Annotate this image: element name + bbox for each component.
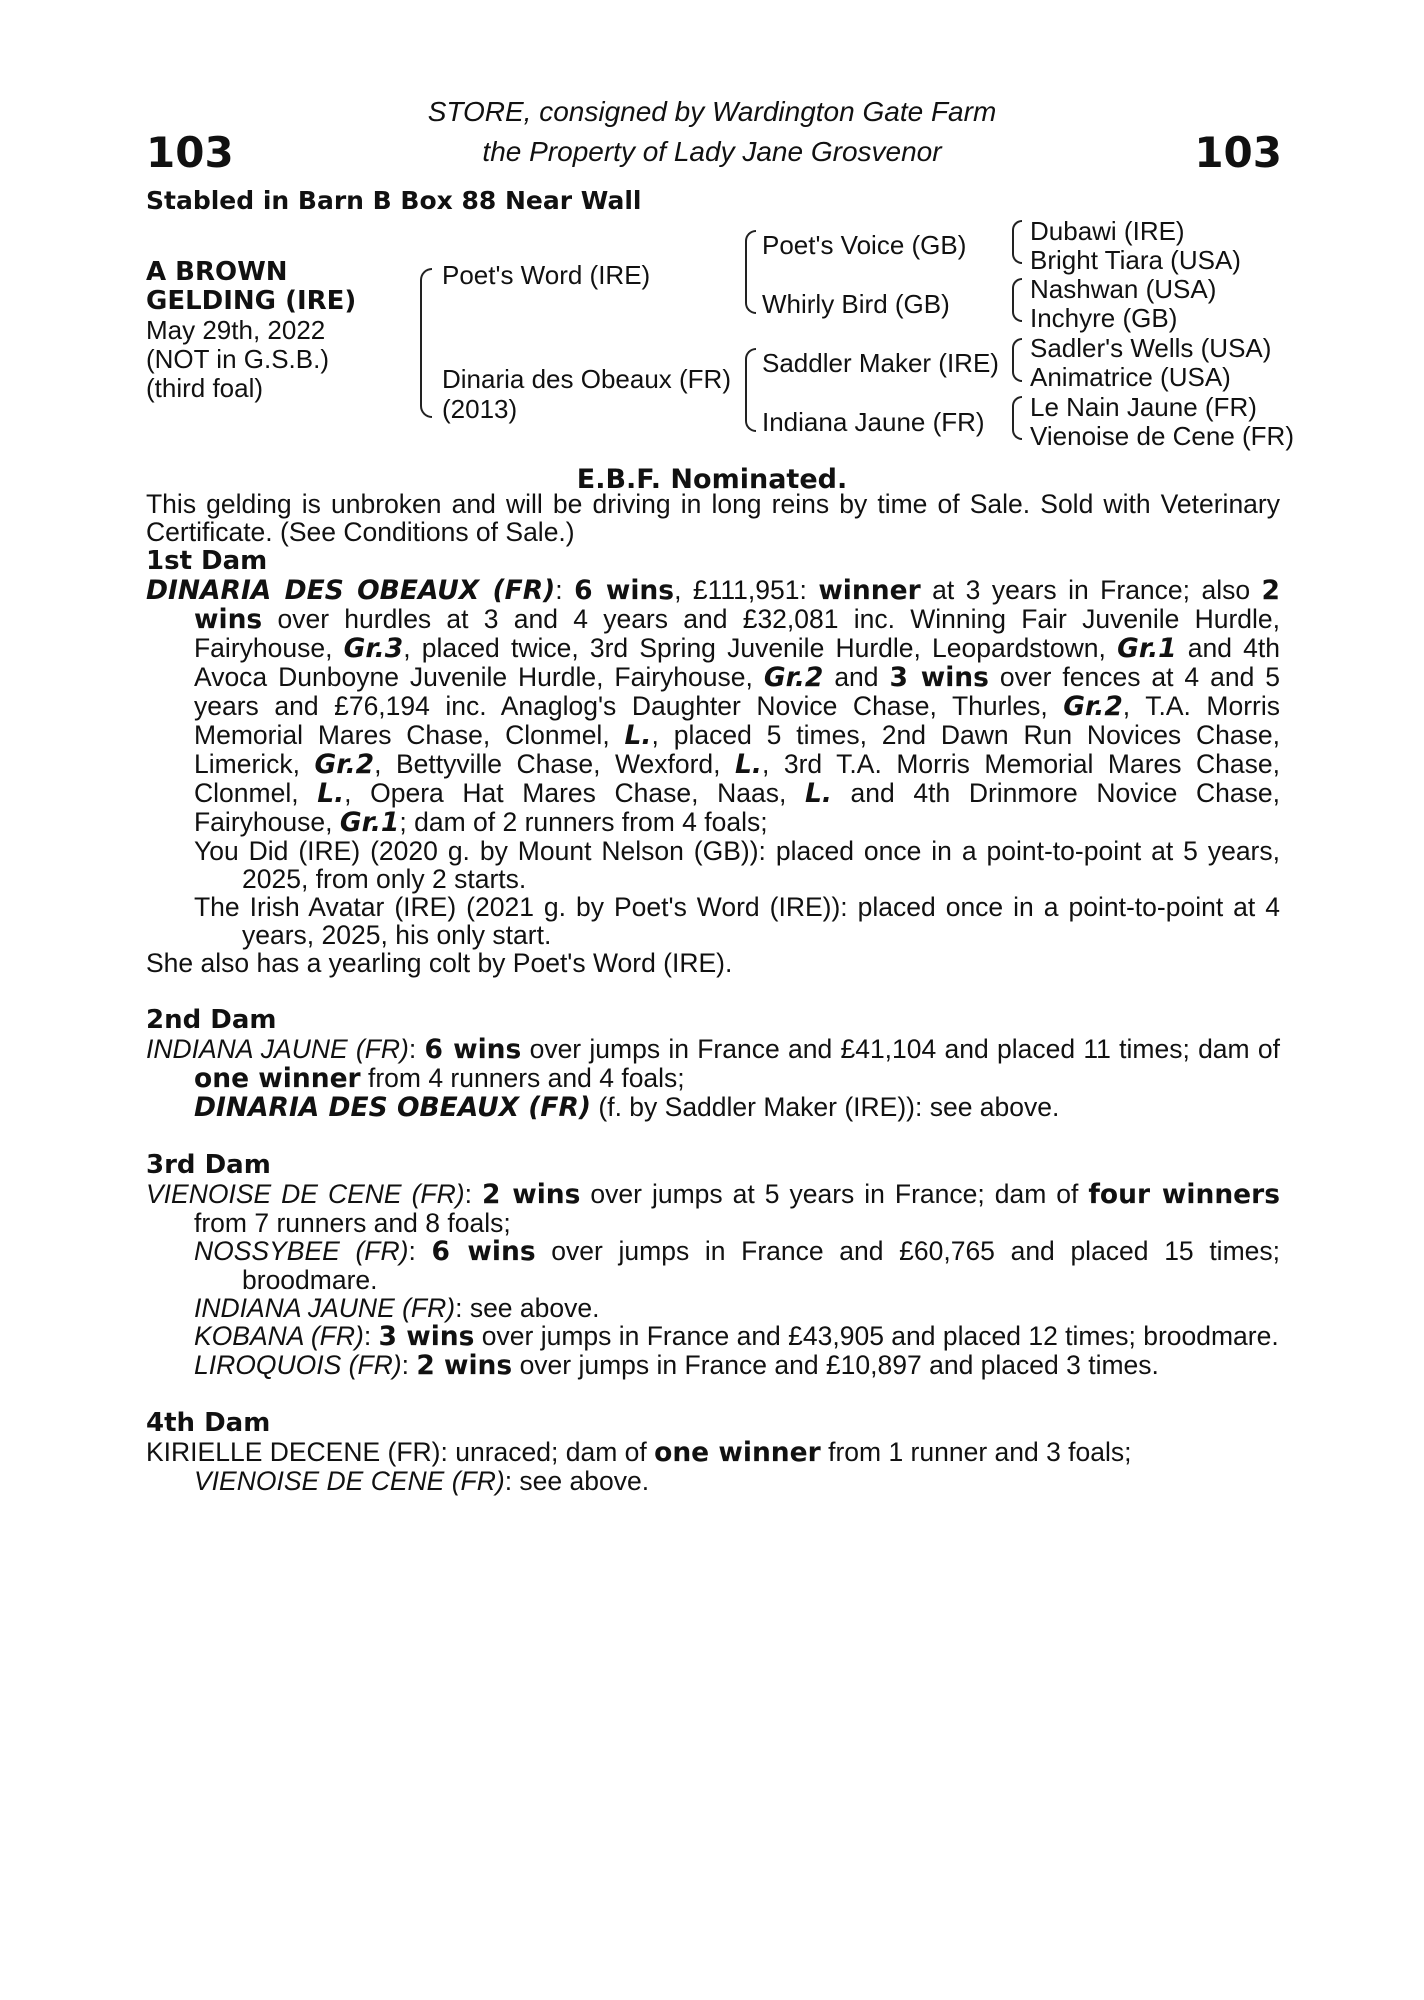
third-dam-produce-1 (146, 1237, 1280, 1294)
text: , T.A. Morris Memorial Mares Chase, Clonmel, (194, 691, 1281, 750)
text: , Bettyville Chase, Wexford, (374, 749, 736, 779)
consignment-line-2: the Property of Lady Jane Grosvenor (482, 136, 942, 167)
third-dam-name: VIENOISE DE CENE (FR) (146, 1179, 465, 1209)
pedigree-brace-dam (745, 348, 756, 432)
pedigree-brace-g3 (1012, 338, 1022, 382)
pedigree-brace-sire (745, 230, 756, 314)
text: over jumps at 5 years in France; dam of (580, 1179, 1089, 1209)
wins: 3 wins (378, 1321, 475, 1352)
consignment-line-1: STORE, consigned by Wardington Gate Farm (427, 96, 997, 127)
horse-type: GELDING (IRE) (146, 286, 357, 316)
text: and 4th Drinmore Novice Chase, Fairyhouse, (194, 778, 1280, 837)
first-dam-heading: 1st Dam (146, 546, 268, 576)
wins: 3 wins (889, 662, 989, 693)
wins: 6 wins (431, 1236, 536, 1267)
produce-name: NOSSYBEE (FR) (194, 1236, 409, 1266)
grade: Gr.2 (314, 749, 375, 780)
text: : unraced; dam of (440, 1437, 655, 1467)
text: , £111,951: (674, 575, 819, 605)
pedigree-dam-sire: Saddler Maker (IRE) (762, 348, 999, 378)
fourth-dam-produce-1 (146, 1467, 1280, 1495)
wins: 2 wins (481, 1179, 581, 1210)
pedigree-g5: Sadler's Wells (USA) (1030, 333, 1272, 363)
lot-number-right: 103 (1194, 128, 1282, 177)
gsb-status: (NOT in G.S.B.) (146, 344, 329, 374)
produce-name: INDIANA JAUNE (FR) (194, 1293, 456, 1323)
third-dam-record (146, 1180, 1280, 1237)
foal-number: (third foal) (146, 373, 264, 403)
text: : (408, 1236, 432, 1266)
pedigree-sire-dam: Whirly Bird (GB) (762, 289, 950, 319)
produce-name: VIENOISE DE CENE (FR) (194, 1466, 505, 1496)
third-dam-section (146, 1150, 1280, 1380)
first-dam-produce-2: The Irish Avatar (IRE) (2021 g. by Poet's Word (IRE)): placed once in a point-to-point at 4 years, 2025, his only start. (194, 892, 1280, 950)
first-dam-name: DINARIA DES OBEAUX (FR) (146, 575, 556, 606)
ebf-nomination: E.B.F. Nominated. (576, 464, 848, 495)
text: : see above. (504, 1466, 650, 1496)
pedigree-sire-sire: Poet's Voice (GB) (762, 230, 967, 260)
pedigree-sire: Poet's Word (IRE) (442, 260, 651, 290)
third-dam-produce-2 (146, 1294, 1280, 1322)
wins: 2 wins (194, 575, 1280, 635)
text: , Opera Hat Mares Chase, Naas, (344, 778, 805, 808)
pedigree-dam-year: (2013) (442, 394, 518, 424)
grade: L. (735, 749, 762, 780)
second-dam-heading: 2nd Dam (146, 1005, 277, 1035)
grade: Gr.1 (1117, 633, 1177, 664)
fourth-dam-name: KIRIELLE DECENE (FR) (146, 1437, 441, 1467)
stabling-info: Stabled in Barn B Box 88 Near Wall (146, 186, 642, 215)
second-dam-name: INDIANA JAUNE (FR) (146, 1034, 409, 1064)
text: ; dam of 2 runners from 4 foals; (399, 807, 768, 837)
pedigree-g4: Inchyre (GB) (1030, 303, 1178, 333)
second-dam-produce (146, 1093, 1280, 1122)
pedigree-brace-g1 (1012, 220, 1022, 264)
pedigree-g6: Animatrice (USA) (1030, 362, 1231, 392)
text: (f. by Saddler Maker (IRE)): see above. (591, 1092, 1060, 1122)
pedigree-g8: Vienoise de Cene (FR) (1030, 421, 1294, 451)
text: over hurdles at 3 and 4 years and £32,081 inc. Winning Fair Juvenile Hurdle, Fairyhouse, (194, 604, 1280, 663)
text: : (408, 1034, 425, 1064)
text: from 4 runners and 4 foals; (360, 1063, 685, 1093)
text: from 1 runner and 3 foals; (820, 1437, 1132, 1467)
text: over jumps in France and £60,765 and placed 15 times; broodmare. (242, 1236, 1280, 1295)
grade: Gr.3 (343, 633, 404, 664)
fourth-dam-section (146, 1408, 1280, 1495)
first-dam-record (146, 576, 1280, 837)
horse-description (146, 258, 406, 403)
catalogue-body (146, 490, 1280, 1523)
wins: 2 wins (416, 1350, 513, 1381)
wins: 6 wins (574, 575, 675, 606)
text: , 3rd T.A. Morris Memorial Mares Chase, Clonmel, (194, 749, 1280, 808)
pedigree-g3: Nashwan (USA) (1030, 274, 1217, 304)
second-dam-record (146, 1035, 1280, 1093)
text: at 3 years in France; also (920, 575, 1262, 605)
pedigree-g2: Bright Tiara (USA) (1030, 245, 1241, 275)
winners: one winner (654, 1437, 821, 1468)
grade: L. (317, 778, 345, 809)
second-dam-section (146, 1005, 1280, 1122)
wins: 6 wins (424, 1034, 522, 1065)
grade: L. (804, 778, 832, 809)
fourth-dam-heading: 4th Dam (146, 1408, 271, 1438)
winners: four winners (1088, 1179, 1280, 1210)
text: : (464, 1179, 482, 1209)
text: over jumps in France and £41,104 and placed 11 times; dam of (521, 1034, 1280, 1064)
first-dam-yearling: She also has a yearling colt by Poet's Word (IRE). (146, 948, 733, 978)
pedigree-dam: Dinaria des Obeaux (FR) (442, 364, 731, 394)
grade: Gr.2 (1063, 691, 1123, 722)
pedigree-brace-main (420, 268, 432, 418)
text: : (401, 1350, 417, 1380)
sale-note: This gelding is unbroken and will be driving in long reins by time of Sale. Sold with Veterinary Certificate. (See Conditions of Sale.) (146, 489, 1280, 547)
first-dam-section (146, 546, 1280, 977)
pedigree-dam-dam: Indiana Jaune (FR) (762, 407, 985, 437)
pedigree-brace-g4 (1012, 396, 1022, 440)
horse-colour-sex: A BROWN (146, 257, 288, 287)
foaling-date: May 29th, 2022 (146, 315, 326, 345)
text: : (555, 575, 575, 605)
winner: winner (818, 575, 921, 606)
winners: one winner (194, 1063, 361, 1094)
first-dam-produce-1: You Did (IRE) (2020 g. by Mount Nelson (GB)): placed once in a point-to-point at 5 years, 2025, from only 2 starts. (194, 836, 1280, 894)
produce-name: DINARIA DES OBEAUX (FR) (194, 1092, 592, 1123)
lot-number-left: 103 (146, 128, 234, 177)
text: , placed twice, 3rd Spring Juvenile Hurdle, Leopardstown, (403, 633, 1118, 663)
produce-name: KOBANA (FR) (194, 1321, 364, 1351)
pedigree-brace-g2 (1012, 278, 1022, 322)
text: : see above. (455, 1293, 600, 1323)
text: over jumps in France and £10,897 and placed 3 times. (512, 1350, 1159, 1380)
text: : (363, 1321, 379, 1351)
text: from 7 runners and 8 foals; (194, 1208, 511, 1238)
text: over fences at 4 and 5 years and £76,194 inc. Anaglog's Daughter Novice Chase, Thurles, (194, 662, 1280, 721)
grade: L. (624, 720, 652, 751)
third-dam-produce-3 (146, 1322, 1280, 1351)
pedigree-g7: Le Nain Jaune (FR) (1030, 392, 1257, 422)
grade: Gr.1 (339, 807, 400, 838)
text: and 4th Avoca Dunboyne Juvenile Hurdle, Fairyhouse, (194, 633, 1280, 692)
third-dam-produce-4 (146, 1351, 1280, 1380)
text: and (823, 662, 890, 692)
fourth-dam-record (146, 1438, 1280, 1467)
text: , placed 5 times, 2nd Dawn Run Novices Chase, Limerick, (194, 720, 1280, 779)
third-dam-heading: 3rd Dam (146, 1150, 271, 1180)
pedigree-g1: Dubawi (IRE) (1030, 216, 1185, 246)
produce-name: LIROQUOIS (FR) (194, 1350, 402, 1380)
text: over jumps in France and £43,905 and placed 12 times; broodmare. (474, 1321, 1279, 1351)
grade: Gr.2 (763, 662, 824, 693)
